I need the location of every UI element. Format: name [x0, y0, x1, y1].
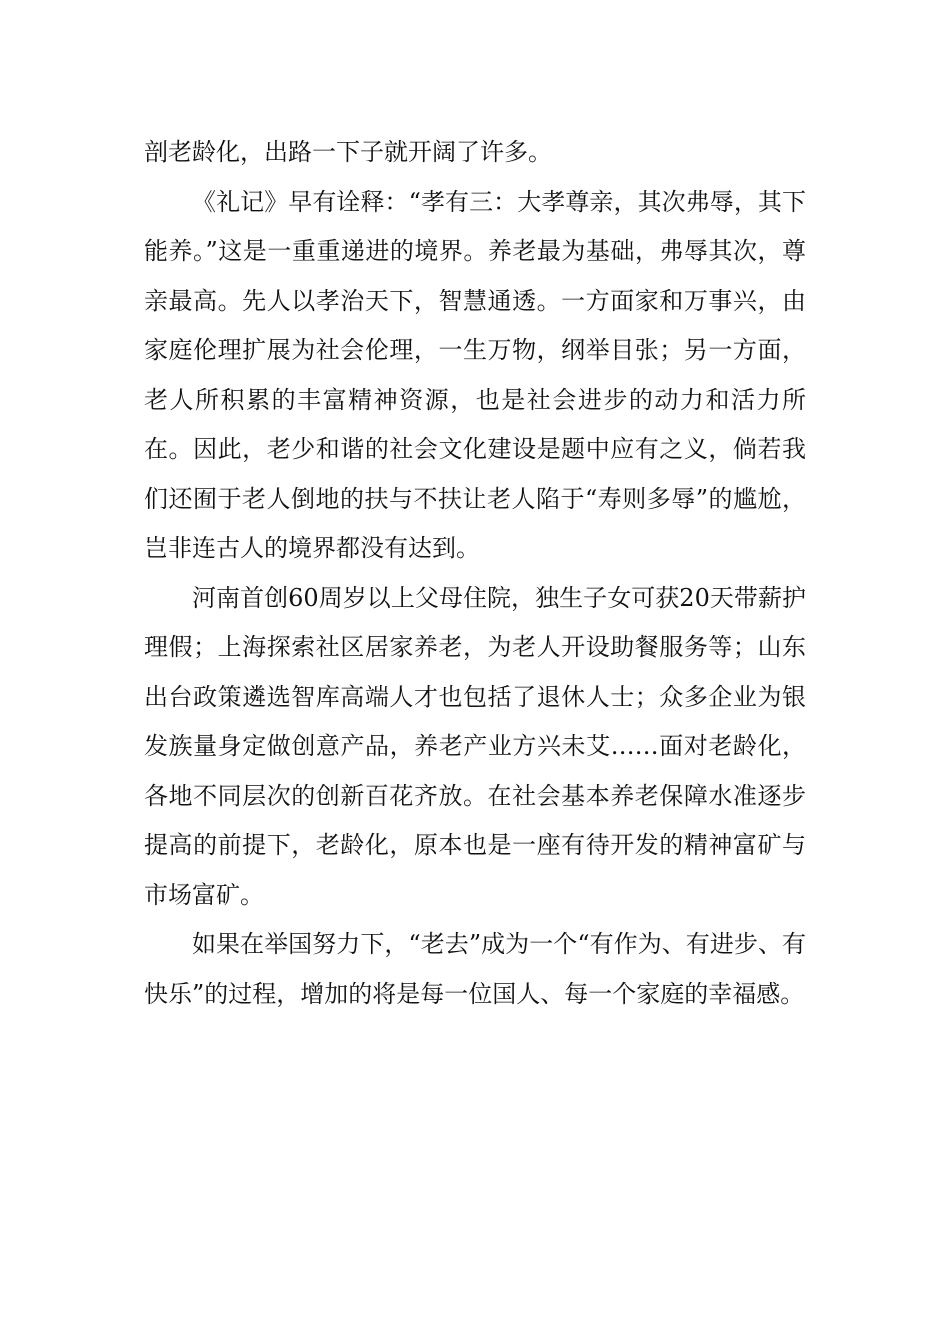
paragraph-2: 《礼记》早有诠释：“孝有三：大孝尊亲，其次弗辱，其下能养。”这是一重重递进的境界。养老最为基础，弗辱其次，尊亲最高。先人以孝治天下，智慧通透。一方面家和万事兴，由家庭伦理扩展为社会伦理，一生万物，纲举目张；另一方面，老人所积累的丰富精神资源，也是社会进步的动力和活力所在。因此，老少和谐的社会文化建设是题中应有之义，倘若我们还囿于老人倒地的扶与不扶让老人陷于“寿则多辱”的尴尬，岂非连古人的境界都没有达到。	[144, 187, 806, 562]
paragraph-4: 如果在举国努力下，“老去”成为一个“有作为、有进步、有快乐”的过程，增加的将是每一位国人、每一个家庭的幸福感。	[144, 930, 806, 1008]
paragraph-1: 剖老龄化，出路一下子就开阔了许多。	[144, 138, 552, 166]
paragraph-3: 河南首创60周岁以上父母住院，独生子女可获20天带薪护理假；上海探索社区居家养老，为老人开设助餐服务等；山东出台政策遴选智库高端人才也包括了退休人士；众多企业为银发族量身定做创意产品，养老产业方兴未艾……面对老龄化，各地不同层次的创新百花齐放。在社会基本养老保障水准逐步提高的前提下，老龄化，原本也是一座有待开发的精神富矿与市场富矿。	[144, 583, 806, 909]
article-body	[144, 128, 806, 1019]
